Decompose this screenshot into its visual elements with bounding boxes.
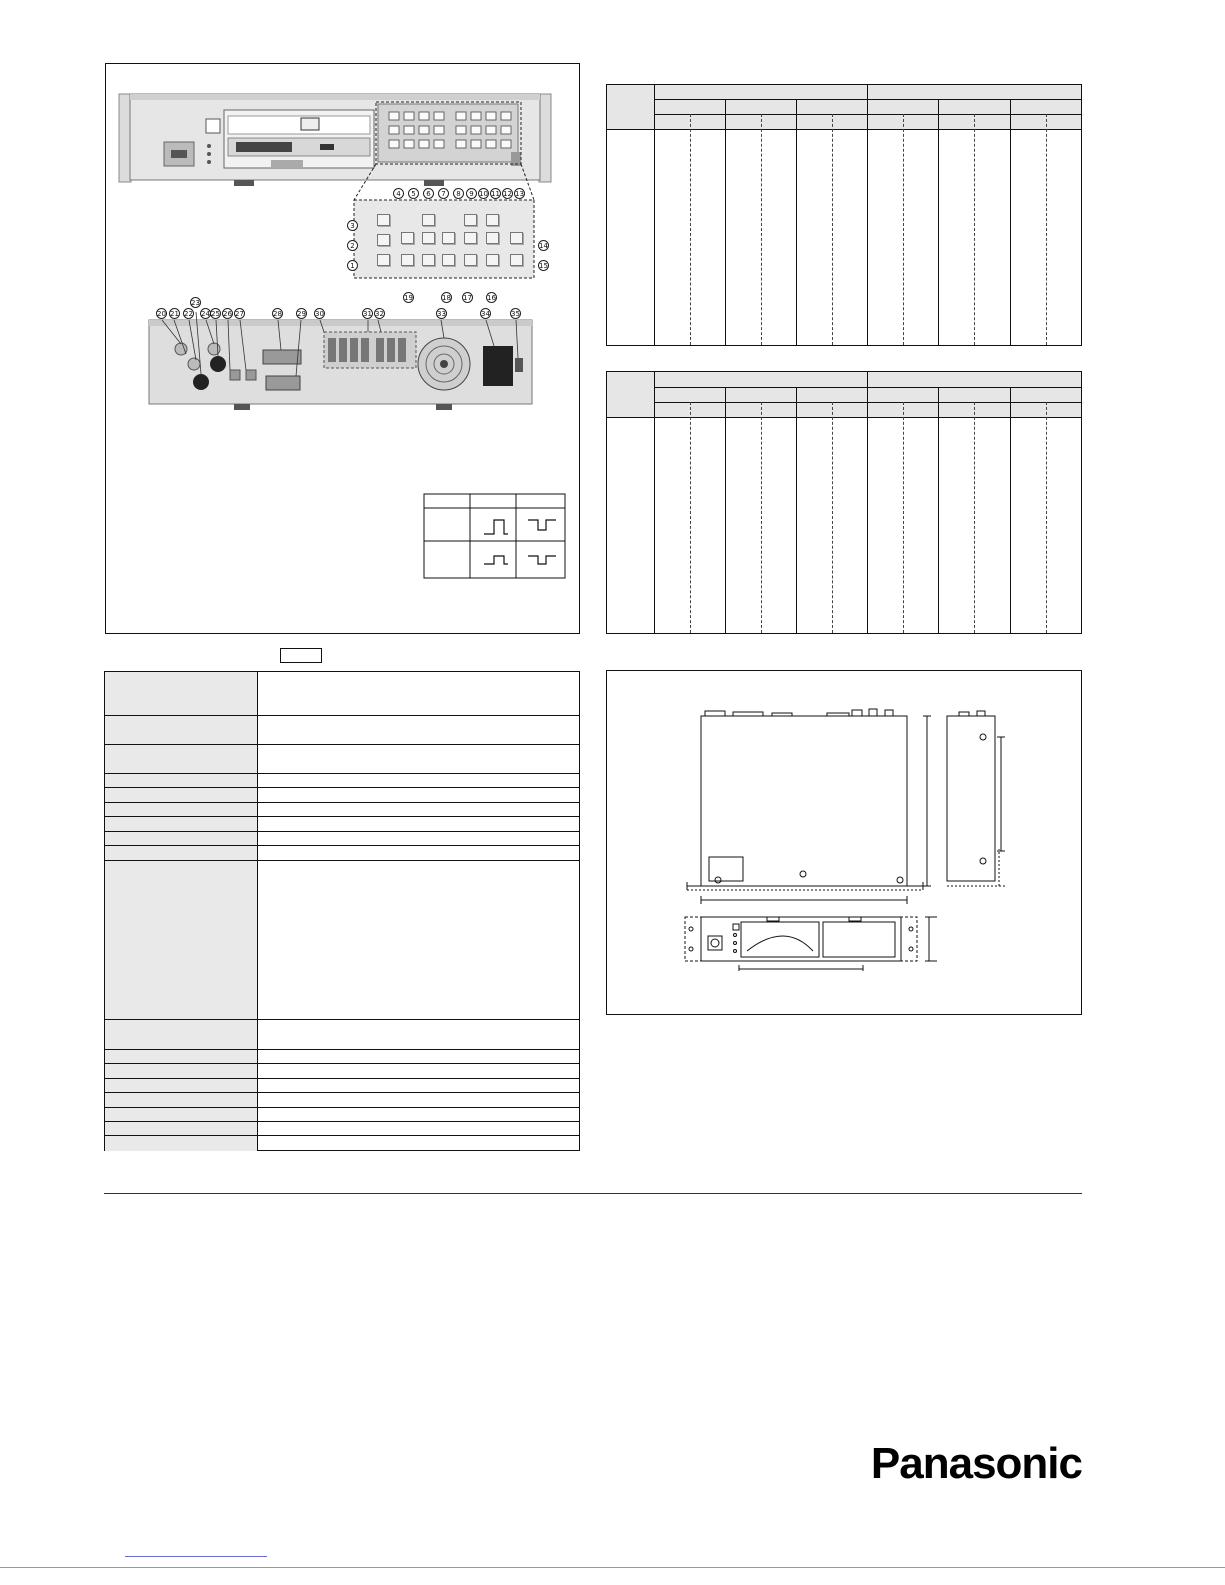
spec-label-cell — [105, 1108, 258, 1122]
callout-13: 13 — [515, 190, 524, 198]
keypad-key — [401, 254, 414, 266]
callout-34: 34 — [481, 310, 490, 318]
grid-rule — [1010, 387, 1011, 633]
callout-20: 20 — [157, 310, 166, 318]
timing-grid-table-2 — [606, 371, 1082, 634]
spec-label-cell — [105, 803, 258, 817]
spec-value-cell — [258, 672, 579, 715]
spec-value-cell — [258, 1122, 579, 1136]
spec-value-cell — [258, 745, 579, 774]
spec-label-cell — [105, 1122, 258, 1136]
spec-row — [105, 860, 579, 1020]
grid-rule — [654, 85, 655, 345]
grid-dash — [761, 402, 762, 633]
grid-rule — [867, 372, 868, 633]
keypad-key — [510, 232, 523, 244]
callout-15: 15 — [539, 262, 548, 270]
keypad-key — [442, 232, 455, 244]
callout-1: 1 — [347, 260, 358, 271]
spec-row — [105, 744, 579, 774]
grid-dash — [832, 114, 833, 345]
callout-32: 32 — [375, 310, 384, 318]
spec-value-cell — [258, 803, 579, 817]
callout-26: 26 — [223, 310, 232, 318]
spec-value-cell — [258, 1064, 579, 1079]
spec-row — [105, 1078, 579, 1093]
keypad-key — [377, 234, 390, 246]
callout-12: 12 — [503, 190, 512, 198]
spec-value-cell — [258, 788, 579, 803]
keypad-key — [422, 232, 435, 244]
grid-rule — [725, 99, 726, 345]
spec-label-cell — [105, 774, 258, 788]
spec-label-cell — [105, 846, 258, 861]
spec-label-cell — [105, 1064, 258, 1079]
spec-label-cell — [105, 1079, 258, 1093]
keypad-key — [464, 232, 477, 244]
callout-7: 7 — [438, 188, 449, 199]
spec-label-cell — [105, 716, 258, 745]
spec-value-cell — [258, 774, 579, 788]
grid-dash — [974, 402, 975, 633]
keypad-key — [510, 254, 523, 266]
grid-rule — [938, 99, 939, 345]
callout-17: 17 — [463, 294, 472, 302]
spec-label-cell — [105, 788, 258, 803]
spec-value-cell — [258, 1020, 579, 1050]
grid-dash — [974, 114, 975, 345]
front-panel-image — [119, 94, 551, 186]
spec-row — [105, 787, 579, 803]
spec-value-cell — [258, 1136, 579, 1151]
callout-30: 30 — [315, 310, 324, 318]
spec-label-cell — [105, 861, 258, 1020]
callout-22: 22 — [184, 310, 193, 318]
callout-4: 4 — [393, 188, 404, 199]
keypad-key — [422, 254, 435, 266]
keypad-key — [486, 232, 499, 244]
dimension-drawing-panel — [606, 670, 1082, 1015]
callout-2: 2 — [347, 240, 358, 251]
keypad-key — [401, 232, 414, 244]
spec-row — [105, 1049, 579, 1064]
product-photo-panel — [105, 63, 580, 634]
callout-27: 27 — [235, 310, 244, 318]
grid-dash — [690, 114, 691, 345]
grid-dash — [1046, 114, 1047, 345]
callout-21: 21 — [170, 310, 179, 318]
spec-label-cell — [105, 672, 258, 715]
grid-rule — [867, 85, 868, 345]
spec-label-cell — [105, 1050, 258, 1064]
keypad-key — [486, 214, 499, 226]
spec-value-cell — [258, 1050, 579, 1064]
spec-label-cell — [105, 1093, 258, 1108]
grid-rule — [1010, 99, 1011, 345]
spec-row — [105, 672, 579, 715]
spec-label-cell — [105, 1136, 258, 1151]
spec-value-cell — [258, 1108, 579, 1122]
callout-3-upper: 3 — [347, 220, 358, 231]
top-view-outline — [687, 709, 931, 904]
grid-dash — [903, 114, 904, 345]
grid-rule — [796, 99, 797, 345]
spec-value-cell — [258, 1079, 579, 1093]
spec-row — [105, 1107, 579, 1122]
callout-25: 25 — [211, 310, 220, 318]
link-underline — [125, 1556, 267, 1557]
dimension-drawing — [607, 671, 1081, 1014]
grid-rule — [796, 387, 797, 633]
grid-rule — [725, 387, 726, 633]
callout-29: 29 — [297, 310, 306, 318]
callout-28: 28 — [273, 310, 282, 318]
keypad-key — [442, 254, 455, 266]
callout-8: 8 — [453, 188, 464, 199]
spec-row — [105, 1092, 579, 1108]
callout-31: 31 — [363, 310, 372, 318]
specifications-table — [104, 671, 580, 1151]
spec-row — [105, 802, 579, 817]
keypad-key — [377, 254, 390, 266]
spec-value-cell — [258, 846, 579, 861]
spec-value-cell — [258, 817, 579, 832]
callout-18: 18 — [442, 294, 451, 302]
callout-5: 5 — [408, 188, 419, 199]
spec-label-cell — [105, 1020, 258, 1050]
grid-rule — [938, 387, 939, 633]
callout-19: 19 — [404, 294, 413, 302]
callout-33: 33 — [437, 310, 446, 318]
spec-value-cell — [258, 1093, 579, 1108]
section-tag-box — [280, 648, 322, 663]
grid-dash — [832, 402, 833, 633]
spec-row — [105, 1121, 579, 1136]
spec-label-cell — [105, 745, 258, 774]
spec-value-cell — [258, 716, 579, 745]
callout-9: 9 — [466, 188, 477, 199]
keypad-key — [464, 214, 477, 226]
timing-grid-table-1 — [606, 84, 1082, 346]
spec-label-cell — [105, 832, 258, 846]
spec-row — [105, 1063, 579, 1079]
footer-divider — [104, 1193, 1082, 1194]
callout-11: 11 — [491, 190, 500, 198]
keypad-key — [377, 214, 390, 226]
spec-row — [105, 831, 579, 846]
spec-value-cell — [258, 861, 579, 1020]
spec-row — [105, 1135, 579, 1151]
keypad-key — [422, 214, 435, 226]
keypad-key — [486, 254, 499, 266]
spec-row — [105, 715, 579, 745]
grid-rule — [654, 372, 655, 633]
callout-14: 14 — [539, 242, 548, 250]
rear-panel-image — [149, 312, 532, 410]
spec-row — [105, 845, 579, 861]
spec-row — [105, 1019, 579, 1050]
callout-16: 16 — [487, 294, 496, 302]
callout-10: 10 — [479, 190, 488, 198]
callout-24: 24 — [201, 310, 210, 318]
grid-dash — [903, 402, 904, 633]
keypad-key — [464, 254, 477, 266]
grid-dash — [1046, 402, 1047, 633]
front-view-outline — [685, 917, 937, 971]
callout-23: 23 — [191, 299, 200, 307]
grid-dash — [690, 402, 691, 633]
page-bottom-rule — [0, 1567, 1225, 1568]
panasonic-logo: Panasonic — [870, 1439, 1082, 1488]
side-view-outline — [947, 711, 1005, 886]
product-illustration — [106, 64, 579, 633]
spec-label-cell — [105, 817, 258, 832]
callout-6: 6 — [423, 188, 434, 199]
spec-row — [105, 816, 579, 832]
callout-35: 35 — [511, 310, 520, 318]
grid-dash — [761, 114, 762, 345]
spec-row — [105, 773, 579, 788]
spec-value-cell — [258, 832, 579, 846]
signal-table — [424, 494, 565, 578]
